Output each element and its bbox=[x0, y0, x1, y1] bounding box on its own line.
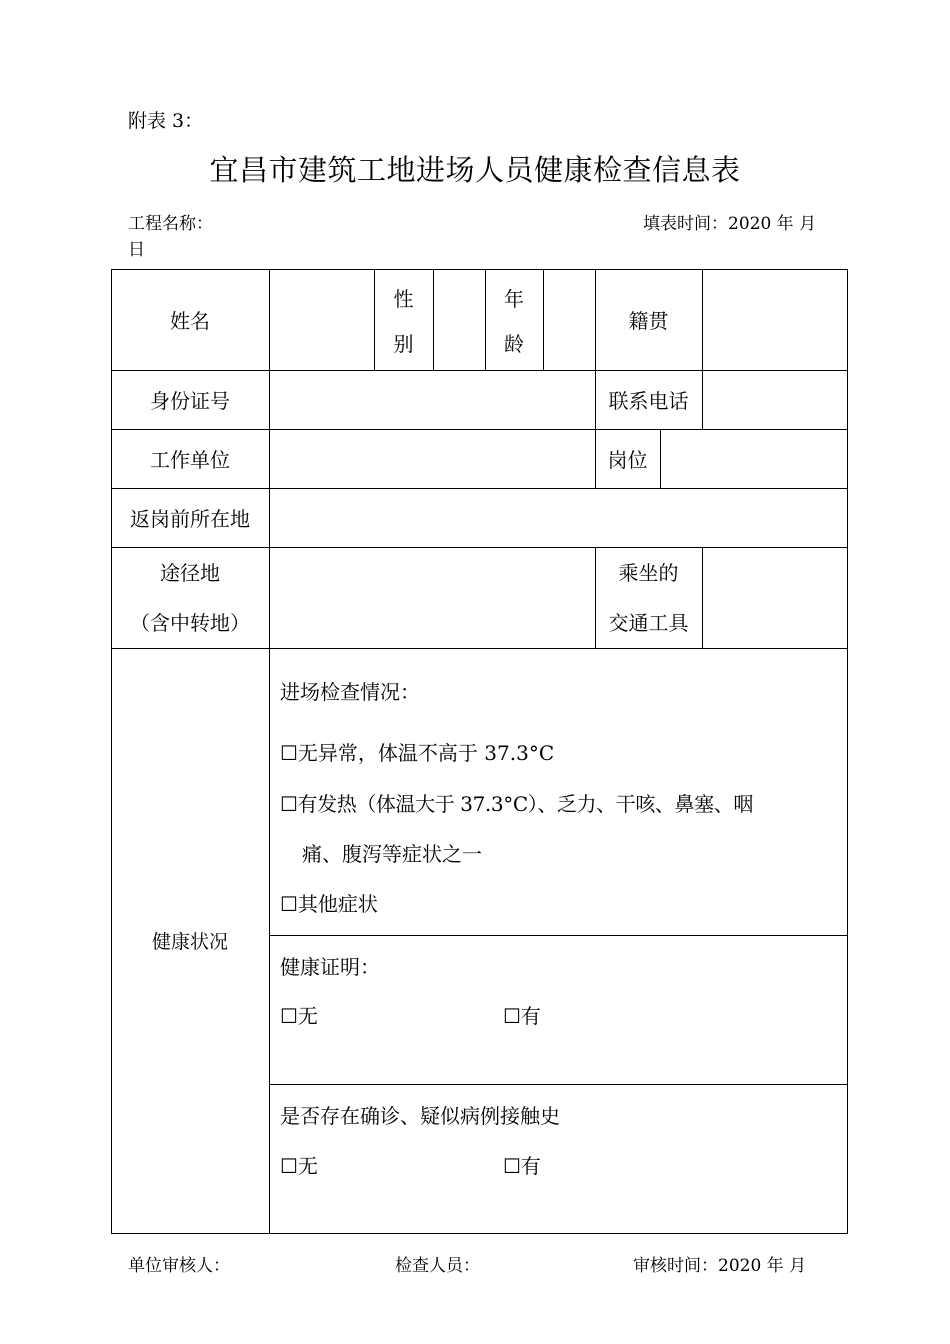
age-value-cell[interactable] bbox=[543, 269, 595, 370]
age-label bbox=[485, 283, 543, 357]
route-value-cell[interactable] bbox=[269, 547, 595, 648]
project-name-label: 工程名称： bbox=[128, 214, 213, 234]
health-status-label: 健康状况 bbox=[151, 931, 228, 953]
gender-label-line2: 别 bbox=[393, 332, 414, 356]
health-cert-yes-checkbox[interactable]: ☐有 bbox=[503, 1004, 541, 1028]
work-unit-value-cell[interactable] bbox=[269, 429, 595, 488]
health-cert-title: 健康证明： bbox=[280, 955, 380, 979]
gender-value-cell[interactable] bbox=[433, 269, 485, 370]
name-label: 姓名 bbox=[170, 309, 210, 333]
contact-history-yes-checkbox[interactable]: ☐有 bbox=[503, 1154, 541, 1178]
route-label bbox=[111, 547, 269, 648]
row-divider bbox=[269, 1084, 848, 1085]
prev-location-value-cell[interactable] bbox=[269, 488, 847, 547]
gender-label-line1: 性 bbox=[393, 287, 414, 311]
phone-value-cell[interactable] bbox=[702, 370, 847, 429]
fill-time-day: 日 bbox=[128, 240, 145, 260]
route-label-line1: 途径地 bbox=[160, 560, 220, 585]
health-cert-no-checkbox[interactable]: ☐无 bbox=[280, 1004, 318, 1028]
transport-label-line2: 交通工具 bbox=[608, 610, 689, 635]
transport-value-cell[interactable] bbox=[702, 547, 847, 648]
native-place-label: 籍贯 bbox=[628, 309, 669, 333]
transport-label-line1: 乘坐的 bbox=[618, 560, 679, 585]
phone-label: 联系电话 bbox=[608, 389, 689, 413]
route-label-line2: （含中转地） bbox=[130, 610, 250, 635]
name-value-cell[interactable] bbox=[269, 269, 374, 370]
check-option-symptoms[interactable]: ☐有发热（体温大于 37.3°C）、乏力、干咳、鼻塞、咽 bbox=[280, 792, 753, 816]
id-number-label: 身份证号 bbox=[150, 389, 230, 413]
page-title: 宜昌市建筑工地进场人员健康检查信息表 bbox=[209, 153, 741, 187]
post-label: 岗位 bbox=[607, 448, 648, 472]
age-label-line2: 龄 bbox=[504, 332, 524, 356]
native-place-value-cell[interactable] bbox=[702, 269, 847, 370]
transport-label bbox=[595, 547, 702, 648]
check-option-symptoms-cont: 痛、腹泻等症状之一 bbox=[302, 842, 482, 866]
unit-reviewer-label: 单位审核人： bbox=[128, 1256, 230, 1276]
contact-history-title: 是否存在确诊、疑似病例接触史 bbox=[280, 1104, 560, 1128]
review-time-label: 审核时间：2020 年 月 bbox=[633, 1256, 807, 1276]
gender-label bbox=[374, 283, 433, 357]
inspector-label: 检查人员： bbox=[395, 1256, 480, 1276]
table-border-bottom bbox=[111, 1233, 848, 1234]
work-unit-label: 工作单位 bbox=[150, 448, 230, 472]
check-option-other[interactable]: ☐其他症状 bbox=[280, 892, 378, 916]
appendix-label: 附表 3： bbox=[128, 110, 204, 132]
fill-time-label: 填表时间：2020 年 月 bbox=[643, 214, 817, 234]
prev-location-label: 返岗前所在地 bbox=[130, 507, 250, 531]
post-value-cell[interactable] bbox=[660, 429, 847, 488]
contact-history-no-checkbox[interactable]: ☐无 bbox=[280, 1154, 318, 1178]
entry-check-title: 进场检查情况： bbox=[280, 680, 420, 704]
row-divider bbox=[269, 935, 848, 936]
age-label-line1: 年 bbox=[504, 287, 524, 311]
check-option-normal[interactable]: ☐无异常，体温不高于 37.3°C bbox=[280, 741, 555, 765]
table-border-right bbox=[847, 269, 848, 1234]
id-number-value-cell[interactable] bbox=[269, 370, 595, 429]
